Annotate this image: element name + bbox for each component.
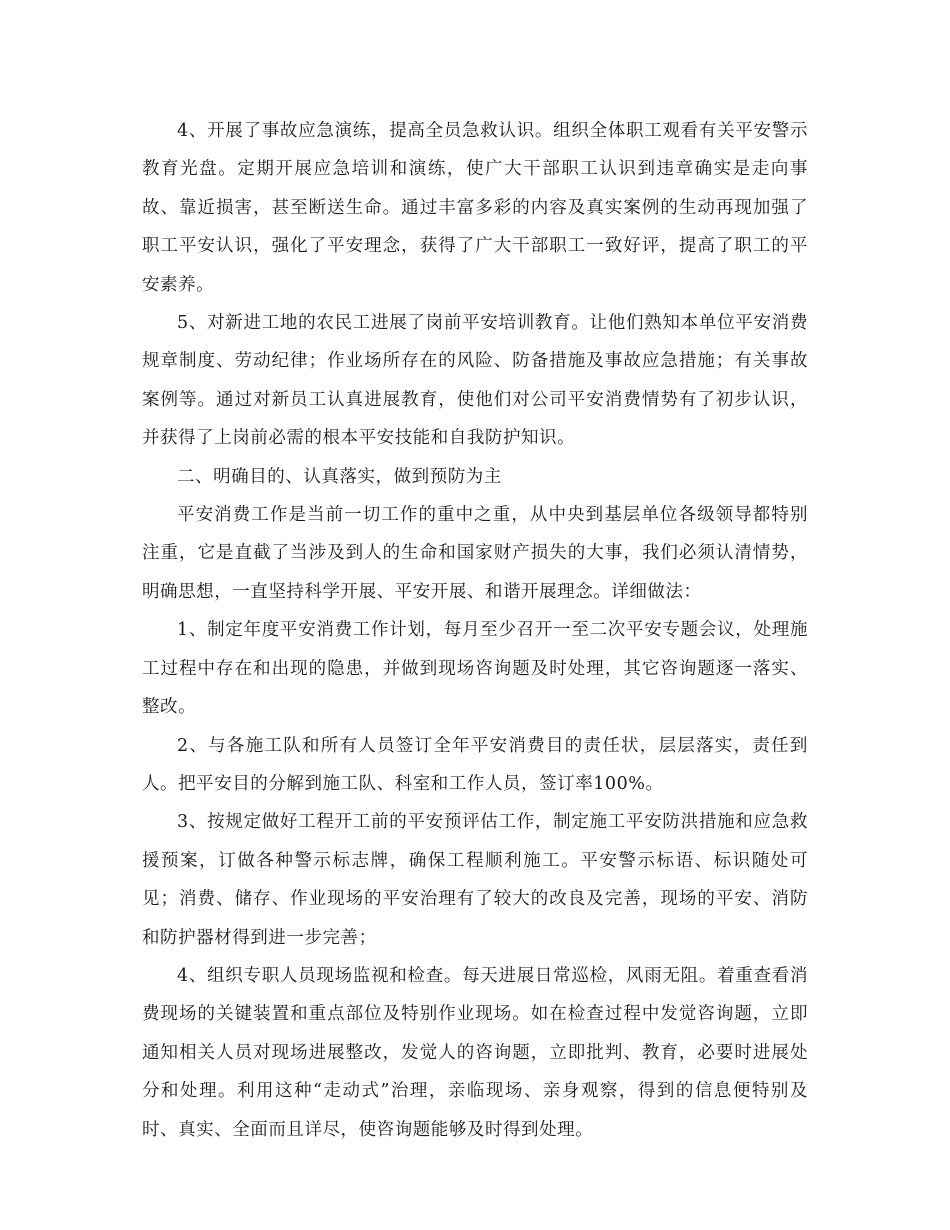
- document-body: [142, 112, 808, 1149]
- paragraph-site-inspection: 4、组织专职人员现场监视和检查。每天进展日常巡检，风雨无阻。着重查看消费现场的关键装置和重点部位及特别作业现场。如在检查过程中发觉咨询题，立即通知相关人员对现场进展整改，发觉人的咨询题，立即批判、教育，必要时进展处分和处理。利用这种“走动式”治理，亲临现场、亲身观察，得到的信息便特别及时、真实、全面而且详尽，使咨询题能够及时得到处理。: [142, 965, 808, 1140]
- paragraph-responsibility-contract: 2、与各施工队和所有人员签订全年平安消费目的责任状，层层落实，责任到人。把平安目的分解到施工队、科室和工作人员，签订率100%。: [142, 735, 808, 794]
- paragraph-migrant-worker-training: 5、对新进工地的农民工进展了岗前平安培训教育。让他们熟知本单位平安消费规章制度、劳动纪律；作业场所存在的风险、防备措施及事故应急措施；有关事故案例等。通过对新员工认真进展教育，使他们对公司平安消费情势有了初步认识，并获得了上岗前必需的根本平安技能和自我防护知识。: [142, 313, 808, 449]
- paragraph-safety-priority: 平安消费工作是当前一切工作的重中之重，从中央到基层单位各级领导都特别注重，它是直截了当涉及到人的生命和国家财产损失的大事，我们必须认清情势，明确思想，一直坚持科学开展、平安开展、和谐开展理念。详细做法：: [142, 505, 808, 602]
- paragraph-annual-plan: 1、制定年度平安消费工作计划，每月至少召开一至二次平安专题会议，处理施工过程中存在和出现的隐患，并做到现场咨询题及时处理，其它咨询题逐一落实、整改。: [142, 620, 808, 718]
- paragraph-emergency-drill: 4、开展了事故应急演练，提高全员急救认识。组织全体职工观看有关平安警示教育光盘。定期开展应急培训和演练，使广大干部职工认识到违章确实是走向事故、靠近损害，甚至断送生命。通过丰富多彩的内容及真实案例的生动再现加强了职工平安认识，强化了平安理念，获得了广大干部职工一致好评，提高了职工的平安素养。: [142, 121, 808, 295]
- section-heading-prevention: 二、明确目的、认真落实，做到预防为主: [177, 466, 502, 487]
- paragraph-pre-evaluation: 3、按规定做好工程开工前的平安预评估工作，制定施工平安防洪措施和应急救援预案，订做各种警示标志牌，确保工程顺利施工。平安警示标语、标识随处可见；消费、储存、作业现场的平安治理有了较大的改良及完善，现场的平安、消防和防护器材得到进一步完善；: [142, 812, 808, 948]
